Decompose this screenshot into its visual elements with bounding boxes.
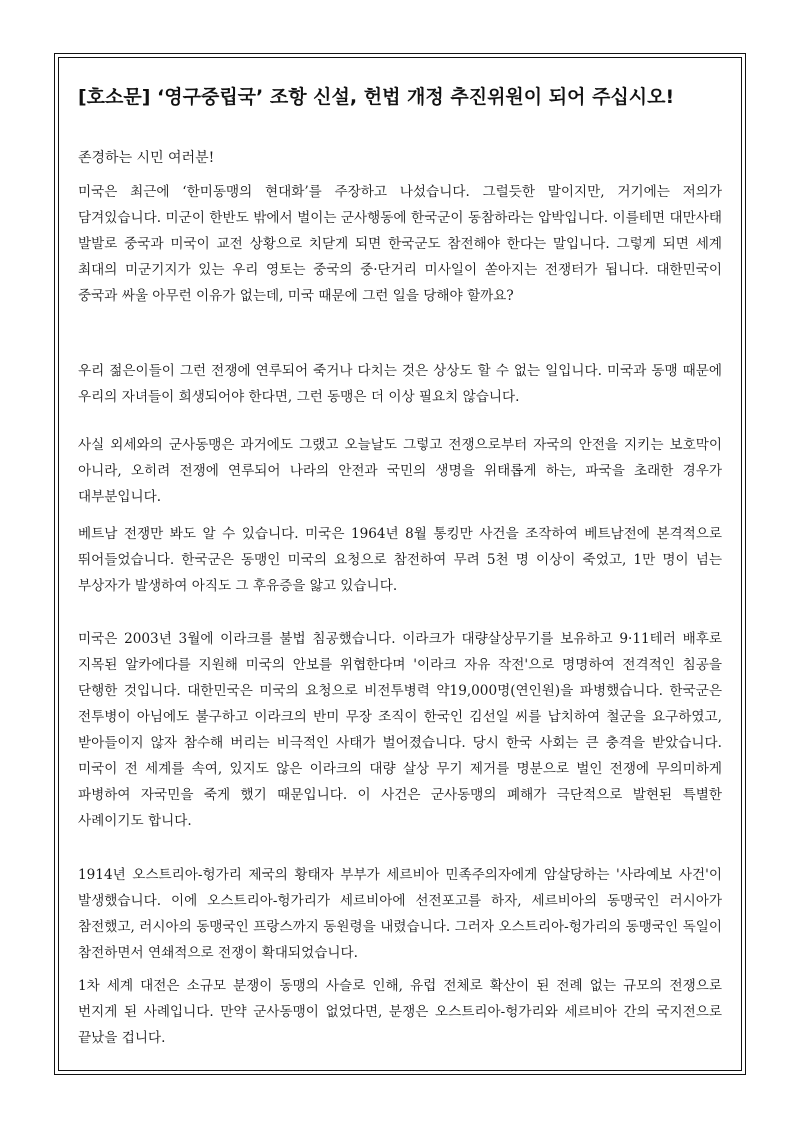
paragraph-military-alliance-history: 사실 외세와의 군사동맹은 과거에도 그랬고 오늘날도 그렇고 전쟁으로부터 자국의 안전을 지키는 보호막이 아니라, 오히려 전쟁에 연루되어 나라의 안전과 국민의 생명을 위태롭게 하는, 파국을 초래한 경우가 대부분입니다.: [78, 437, 722, 505]
paragraph-youth-sacrifice: 우리 젊은이들이 그런 전쟁에 연루되어 죽거나 다치는 것은 상상도 할 수 없는 일입니다. 미국과 동맹 때문에 우리의 자녀들이 희생되어야 한다면, 그런 동맹은 더 이상 필요치 않습니다.: [78, 363, 722, 405]
greeting: 존경하는 시민 여러분!: [78, 150, 215, 166]
paragraph-iraq-war: 미국은 2003년 3월에 이라크를 불법 침공했습니다. 이라크가 대량살상무기를 보유하고 9·11테러 배후로 지목된 알카에다를 지원해 미국의 안보를 위협한다며 '이라크 자유 작전'으로 명명하여 전격적인 침공을 단행한 것입니다. 대한민국은 미국의 요청으로 비전투병력 약19,000명(연인원)을 파병했습니다. 한국군은 전투병이 아님에도 불구하고 이라크의 반미 무장 조직이 한국인 김선일 씨를 납치하여 철군을 요구하였고, 받아들이지 않자 참수해 버리는 비극적인 사태가 벌어졌습니다. 당시 한국 사회는 큰 충격을 받았습니다. 미국이 전 세계를 속여, 있지도 않은 이라크의 대량 살상 무기 제거를 명분으로 벌인 전쟁에 무의미하게 파병하여 자국민을 죽게 했기 때문입니다. 이 사건은 군사동맹의 폐해가 극단적으로 발현된 특별한 사례이기도 합니다.: [78, 631, 722, 829]
paragraph-sarajevo-incident: 1914년 오스트리아-헝가리 제국의 황태자 부부가 세르비아 민족주의자에게 암살당하는 '사라예보 사건'이 발생했습니다. 이에 오스트리아-헝가리가 세르비아에 선전포고를 하자, 세르비아의 동맹국인 러시아가 참전했고, 러시아의 동맹국인 프랑스까지 동원령을 내렸습니다. 그러자 오스트리아-헝가리의 동맹국인 독일이 참전하면서 연쇄적으로 전쟁이 확대되었습니다.: [78, 867, 722, 961]
paragraph-world-war-one: 1차 세계 대전은 소규모 분쟁이 동맹의 사슬로 인해, 유럽 전체로 확산이 된 전례 없는 규모의 전쟁으로 번지게 된 사례입니다. 만약 군사동맹이 없었다면, 분쟁은 오스트리아-헝가리와 세르비아 간의 국지전으로 끝났을 겁니다.: [78, 978, 722, 1046]
document-title: [호소문] ‘영구중립국’ 조항 신설, 헌법 개정 추진위원이 되어 주십시오!: [78, 86, 675, 108]
paragraph-alliance-modernization: 미국은 최근에 ‘한미동맹의 현대화’를 주장하고 나섰습니다. 그럴듯한 말이지만, 거기에는 저의가 담겨있습니다. 미군이 한반도 밖에서 벌이는 군사행동에 한국군이 동참하라는 압박입니다. 이를테면 대만사태 발발로 중국과 미국이 교전 상황으로 치닫게 되면 한국군도 참전해야 한다는 말입니다. 그렇게 되면 세계 최대의 미군기지가 있는 우리 영토는 중국의 중·단거리 미사일이 쏟아지는 전쟁터가 됩니다. 대한민국이 중국과 싸울 아무런 이유가 없는데, 미국 때문에 그런 일을 당해야 할까요?: [78, 184, 722, 304]
paragraph-vietnam-war: 베트남 전쟁만 봐도 알 수 있습니다. 미국은 1964년 8월 통킹만 사건을 조작하여 베트남전에 본격적으로 뛰어들었습니다. 한국군은 동맹인 미국의 요청으로 참전하여 무려 5천 명 이상이 죽었고, 1만 명이 넘는 부상자가 발생하여 아직도 그 후유증을 앓고 있습니다.: [78, 526, 722, 594]
